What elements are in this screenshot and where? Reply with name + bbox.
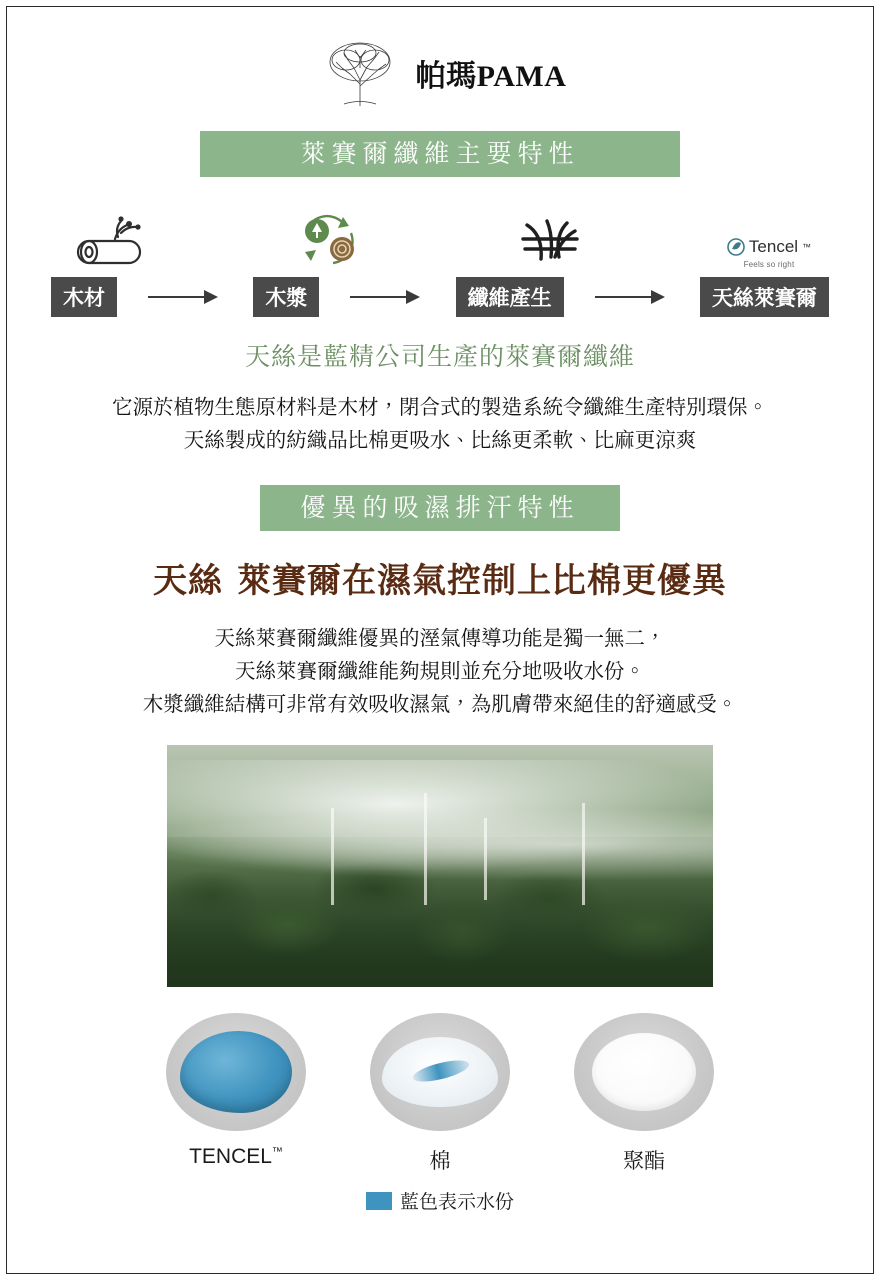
fiber-item-polyester xyxy=(574,1013,714,1175)
headline-rest: 萊賽爾在濕氣控制上比棉更優異 xyxy=(237,562,727,600)
tencel-wordmark: Tencel xyxy=(748,237,799,256)
process-step-tencel: 天絲萊賽爾 xyxy=(700,277,829,317)
process-flow xyxy=(7,203,873,319)
legend-label: 藍色表示水份 xyxy=(399,1192,514,1213)
brand-name: 帕瑪PAMA xyxy=(415,60,567,93)
headline xyxy=(7,553,873,602)
wood-log-icon xyxy=(51,203,171,269)
legend-color-swatch xyxy=(366,1192,392,1210)
arrow-right-icon-3 xyxy=(595,288,669,306)
fiber-item-cotton xyxy=(370,1013,510,1175)
paragraph-one-line-1: 它源於植物生態原材料是木材，閉合式的製造系統令纖維生產特別環保。 xyxy=(112,396,768,419)
fiber-cross-section-tencel xyxy=(166,1013,306,1131)
paragraph-two-line-3: 木漿纖維結構可非常有效吸收濕氣，為肌膚帶來絕佳的舒適感受。 xyxy=(142,693,738,716)
green-subtitle: 天絲是藍精公司生產的萊賽爾纖維 xyxy=(244,343,635,371)
recycle-pulp-icon xyxy=(270,203,390,269)
tencel-logo-icon xyxy=(709,203,829,269)
fiber-icon xyxy=(490,203,610,269)
process-step-fiber: 纖維產生 xyxy=(456,277,564,317)
fiber-name-tencel: TENCEL xyxy=(189,1145,272,1168)
fiber-label-polyester: 聚酯 xyxy=(623,1150,665,1173)
fiber-cross-section-polyester xyxy=(574,1013,714,1131)
process-step-pulp: 木漿 xyxy=(253,277,319,317)
mist-layer-2 xyxy=(167,808,713,881)
paragraph-one xyxy=(7,391,873,457)
fiber-tm-tencel: ™ xyxy=(271,1146,283,1158)
fiber-comparison xyxy=(7,1013,873,1175)
process-step-wood: 木材 xyxy=(51,277,117,317)
arrow-right-icon-1 xyxy=(148,288,222,306)
banner-secondary: 優異的吸濕排汗特性 xyxy=(260,485,620,531)
paragraph-one-line-2: 天絲製成的紡織品比棉更吸水、比絲更柔軟、比麻更涼爽 xyxy=(183,429,697,452)
fiber-cross-section-cotton xyxy=(370,1013,510,1131)
poster-page xyxy=(6,6,874,1274)
fiber-item-tencel xyxy=(166,1013,306,1175)
paragraph-two-line-1: 天絲萊賽爾纖維優異的溼氣傳導功能是獨一無二， xyxy=(214,627,666,650)
tencel-tagline: Feels so right xyxy=(743,260,795,269)
paragraph-two-line-2: 天絲萊賽爾纖維能夠規則並充分地吸收水份。 xyxy=(235,660,645,683)
banner-primary: 萊賽爾纖維主要特性 xyxy=(200,131,680,177)
headline-lead: 天絲 xyxy=(153,562,223,600)
tree-icon xyxy=(314,38,406,108)
tencel-tm: ™ xyxy=(802,242,812,252)
fiber-label-tencel xyxy=(166,1145,306,1169)
brand-header xyxy=(7,37,873,109)
arrow-right-icon-2 xyxy=(350,288,424,306)
paragraph-two xyxy=(7,622,873,721)
fiber-label-cotton: 棉 xyxy=(429,1150,451,1173)
forest-photo xyxy=(167,745,713,987)
legend xyxy=(7,1187,873,1214)
